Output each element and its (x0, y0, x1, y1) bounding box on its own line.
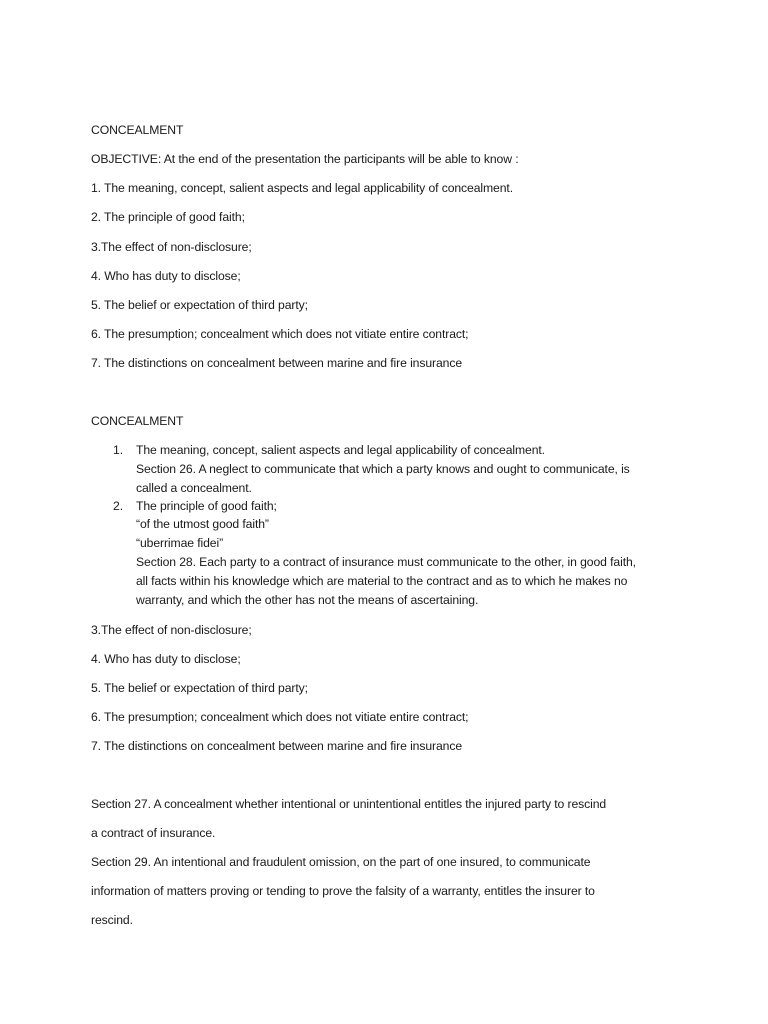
outline-item: 4. Who has duty to disclose; (91, 652, 241, 666)
statute-line: information of matters proving or tending to prove the falsity of a warranty, entitles the insurer to (91, 884, 595, 898)
statute-line: rescind. (91, 913, 133, 927)
outline-item: 6. The presumption; concealment which does not vitiate entire contract; (91, 710, 469, 724)
list-item-title: The meaning, concept, salient aspects and legal applicability of concealment. (136, 443, 545, 457)
list-number: 1. (113, 443, 124, 457)
statute-line: Section 29. An intentional and fraudulent omission, on the part of one insured, to communicate (91, 855, 591, 869)
list-item-detail: Section 26. A neglect to communicate that which a party knows and ought to communicate, is (136, 462, 630, 476)
list-item-detail: “uberrimae fidei” (136, 536, 224, 550)
objective-item: 2. The principle of good faith; (91, 210, 245, 224)
objective-line: OBJECTIVE: At the end of the presentation the participants will be able to know : (91, 152, 519, 166)
objective-item: 4. Who has duty to disclose; (91, 269, 241, 283)
outline-item: 5. The belief or expectation of third party; (91, 681, 308, 695)
outline-item: 3.The effect of non-disclosure; (91, 623, 252, 637)
objective-item: 7. The distinctions on concealment between marine and fire insurance (91, 356, 463, 370)
list-number: 2. (113, 499, 124, 513)
objective-item: 5. The belief or expectation of third party; (91, 298, 308, 312)
objective-item: 1. The meaning, concept, salient aspects and legal applicability of concealment. (91, 181, 513, 195)
list-item-detail: all facts within his knowledge which are material to the contract and as to which he makes no (136, 574, 628, 588)
statute-line: a contract of insurance. (91, 826, 216, 840)
section-heading: CONCEALMENT (91, 414, 184, 428)
list-item-title: The principle of good faith; (136, 499, 277, 513)
objective-item: 3.The effect of non-disclosure; (91, 240, 252, 254)
section-heading: CONCEALMENT (91, 123, 184, 137)
objective-item: 6. The presumption; concealment which does not vitiate entire contract; (91, 327, 469, 341)
list-item-detail: “of the utmost good faith” (136, 517, 269, 531)
list-item-detail: Section 28. Each party to a contract of insurance must communicate to the other, in good faith, (136, 555, 636, 569)
list-item-detail: warranty, and which the other has not the means of ascertaining. (136, 593, 479, 607)
list-item-detail: called a concealment. (136, 481, 252, 495)
outline-item: 7. The distinctions on concealment between marine and fire insurance (91, 739, 463, 753)
statute-line: Section 27. A concealment whether intentional or unintentional entitles the injured party to rescind (91, 797, 607, 811)
